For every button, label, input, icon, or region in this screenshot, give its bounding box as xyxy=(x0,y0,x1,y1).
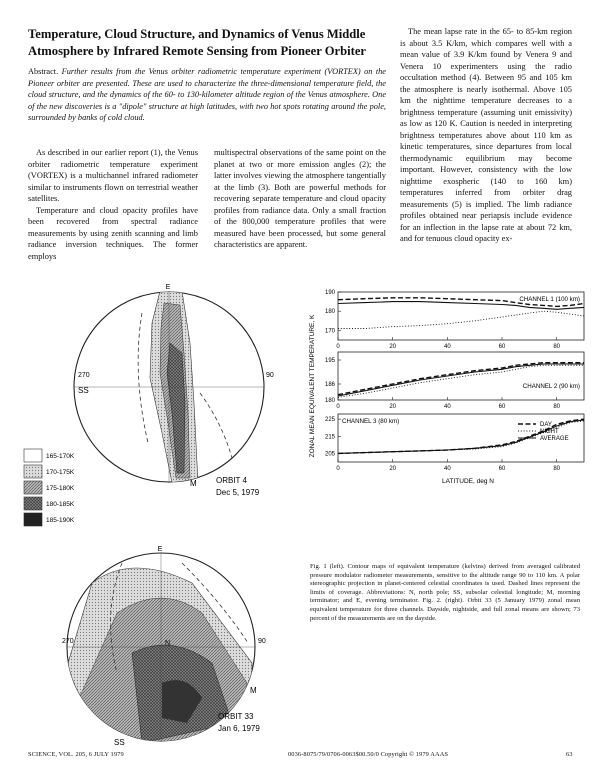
abstract-text: Further results from the Venus orbiter radiometric temperature experiment (VORTEX) on the Pioneer orbiter are presented. These are used to characterize the three-dimensional temperature field, the cloud structure, and the dynamics of the 60- to 130-kilometer altitude region of the Venus atmosphere. One of the new discoveries is a "dipole" structure at high latitudes, with two hot spots rotating around the pole, surrounded by banks of cold cloud. xyxy=(28,67,386,123)
y-tick-label: 180 xyxy=(324,398,335,404)
article-title: Temperature, Cloud Structure, and Dynamics of Venus Middle Atmosphere by Infrared Remote Sensing from Pioneer Orbiter xyxy=(28,27,367,58)
body-column-2 xyxy=(214,147,386,251)
map-orbit-4 xyxy=(74,284,274,497)
footer-page: 63 xyxy=(566,751,573,758)
x-tick-label: 80 xyxy=(553,404,561,410)
legend-label: 180-185K xyxy=(46,501,75,508)
x-tick-label: 60 xyxy=(498,344,506,350)
panel-name: CHANNEL 1 (100 km) xyxy=(519,296,580,303)
x-tick-label: 20 xyxy=(389,344,397,350)
paragraph: Temperature and cloud opacity profiles have been recovered from spectral radiance measurements by using zenith scanning and limb radiance inversion techniques. The former employs xyxy=(28,205,198,261)
x-tick-label: 0 xyxy=(336,404,340,410)
map-orbit-label: ORBIT 4 xyxy=(216,476,247,485)
map-label-n: N xyxy=(165,640,171,647)
paragraph: As described in our earlier report (1), the Venus orbiter radiometric temperature experiment (VORTEX) is a multichannel infrared radiometer similar to instruments flown on terrestrial weather satellites. xyxy=(28,148,198,203)
legend-label: 185-190K xyxy=(46,517,75,524)
legend-swatch xyxy=(24,497,42,510)
abstract-lead: Abstract. xyxy=(28,67,59,76)
y-tick-label: 190 xyxy=(324,290,335,296)
legend-swatch xyxy=(24,449,42,462)
body-column-1 xyxy=(28,147,198,262)
panel-name: CHANNEL 2 (90 km) xyxy=(522,383,580,390)
map-label-e: E xyxy=(157,546,163,553)
map-angle-right: 90 xyxy=(266,372,274,379)
x-tick-label: 20 xyxy=(389,466,397,472)
legend-label: 175-180K xyxy=(46,485,75,492)
x-tick-label: 80 xyxy=(553,466,561,472)
abstract xyxy=(28,66,386,124)
x-tick-label: 80 xyxy=(553,344,561,350)
x-tick-label: 20 xyxy=(389,404,397,410)
legend-label: NIGHT xyxy=(540,429,559,435)
panel-name: CHANNEL 3 (80 km) xyxy=(342,418,400,425)
legend-label: DAY xyxy=(540,422,552,428)
body-column-3 xyxy=(400,26,572,245)
map-angle-left: 270 xyxy=(62,638,74,645)
series-line-average xyxy=(338,364,584,396)
panel-frame xyxy=(338,352,584,400)
paragraph: The mean lapse rate in the 65- to 85-km region is about 3.5 K/km, which compares well with a mean value of 3.9 K/km found by Venera 9 and Venera 10 experimenters using the radio occultation method (4). Between 95 and 105 km the atmosphere is nearly isothermal. Above 105 km the nighttime temperature decreases to a brightness temperature (assuming unit emissivity) as low as 120 K. Caution is needed in interpreting brightness temperatures above about 110 km as kinetic temperatures, since departures from local thermodynamic equilibrium may become important. However, consistency with the low nighttime exospheric (140 to 160 km) temperatures inferred from orbiter drag measurements (5) is implied. The limb radiance profiles obtained near periapsis include evidence for an inflection in the lapse rate at about 72 km, and for tenuous cloud opacity ex- xyxy=(400,27,572,243)
y-tick-label: 205 xyxy=(324,451,335,458)
chart-ylabel: ZONAL MEAN EQUIVALENT TEMPERATURE, K xyxy=(309,314,316,458)
map-label-e: E xyxy=(165,284,171,291)
legend-label: 170-175K xyxy=(46,469,75,476)
legend-label: AVERAGE xyxy=(540,436,569,442)
map-date-label: Dec 5, 1979 xyxy=(216,488,260,497)
footer-code: 0036-8075/79/0706-0063$00.50/0 Copyright © 1979 AAAS xyxy=(288,751,449,758)
temperature-legend xyxy=(24,449,75,526)
series-line-night xyxy=(338,311,584,328)
map-label-m: M xyxy=(190,479,197,488)
x-tick-label: 60 xyxy=(498,466,506,472)
map-label-ss: SS xyxy=(114,738,125,747)
chart-xlabel: LATITUDE, deg N xyxy=(442,478,494,485)
y-tick-label: 186 xyxy=(324,382,335,388)
paragraph: multispectral observations of the same point on the planet at two or more emission angles (2); the latter involves viewing the atmosphere tangentially at the limb (3). Both are powerful methods for recovering separate temperature and cloud opacity profiles from radiance data. Only a small fraction of the 800,000 temperature profiles that were measured have been processed, but some general characteristics are apparent. xyxy=(214,148,386,249)
figure-2-chart xyxy=(308,286,592,486)
figure-1-maps xyxy=(22,283,310,748)
map-date-label: Jan 6, 1979 xyxy=(218,724,260,733)
map-orbit-label: ORBIT 33 xyxy=(218,712,254,721)
footer-journal: SCIENCE, VOL. 205, 6 JULY 1979 xyxy=(28,751,124,758)
series-line-night xyxy=(338,365,584,397)
y-tick-label: 180 xyxy=(324,309,335,316)
x-tick-label: 0 xyxy=(336,466,340,472)
x-tick-label: 40 xyxy=(443,404,451,410)
y-tick-label: 170 xyxy=(324,328,335,335)
legend-label: 165-170K xyxy=(46,453,75,460)
y-tick-label: 215 xyxy=(324,434,335,441)
legend-swatch xyxy=(24,465,42,478)
x-tick-label: 40 xyxy=(443,344,451,350)
map-orbit-33 xyxy=(62,546,266,748)
map-angle-left: 270 xyxy=(78,372,90,379)
y-tick-label: 195 xyxy=(324,358,335,364)
x-tick-label: 60 xyxy=(498,404,506,410)
map-angle-right: 90 xyxy=(258,638,266,645)
x-tick-label: 40 xyxy=(443,466,451,472)
map-label-ss: SS xyxy=(78,386,89,395)
y-tick-label: 225 xyxy=(324,417,335,424)
x-tick-label: 0 xyxy=(336,344,340,350)
legend-swatch xyxy=(24,513,42,526)
map-label-m: M xyxy=(250,686,257,695)
legend-swatch xyxy=(24,481,42,494)
figure-caption: Fig. 1 (left). Contour maps of equivalent temperature (kelvins) derived from averaged calibrated pressure modulator radiometer measurements, sensitive to the altitude range 90 to 110 km. A polar stereographic projection in planet-centered celestial coordinates is used. Dashed lines represent the limits of coverage. Abbreviations: N, north pole; SS, subsolar celestial longitude; M, morning terminator; and E, evening terminator. Fig. 2. (right). Orbit 33 (5 January 1979) zonal mean equivalent temperature for three channels. Dayside, nightside, and full zonal means are shown; 73 percent of the measurements are on the dayside. xyxy=(310,563,580,622)
